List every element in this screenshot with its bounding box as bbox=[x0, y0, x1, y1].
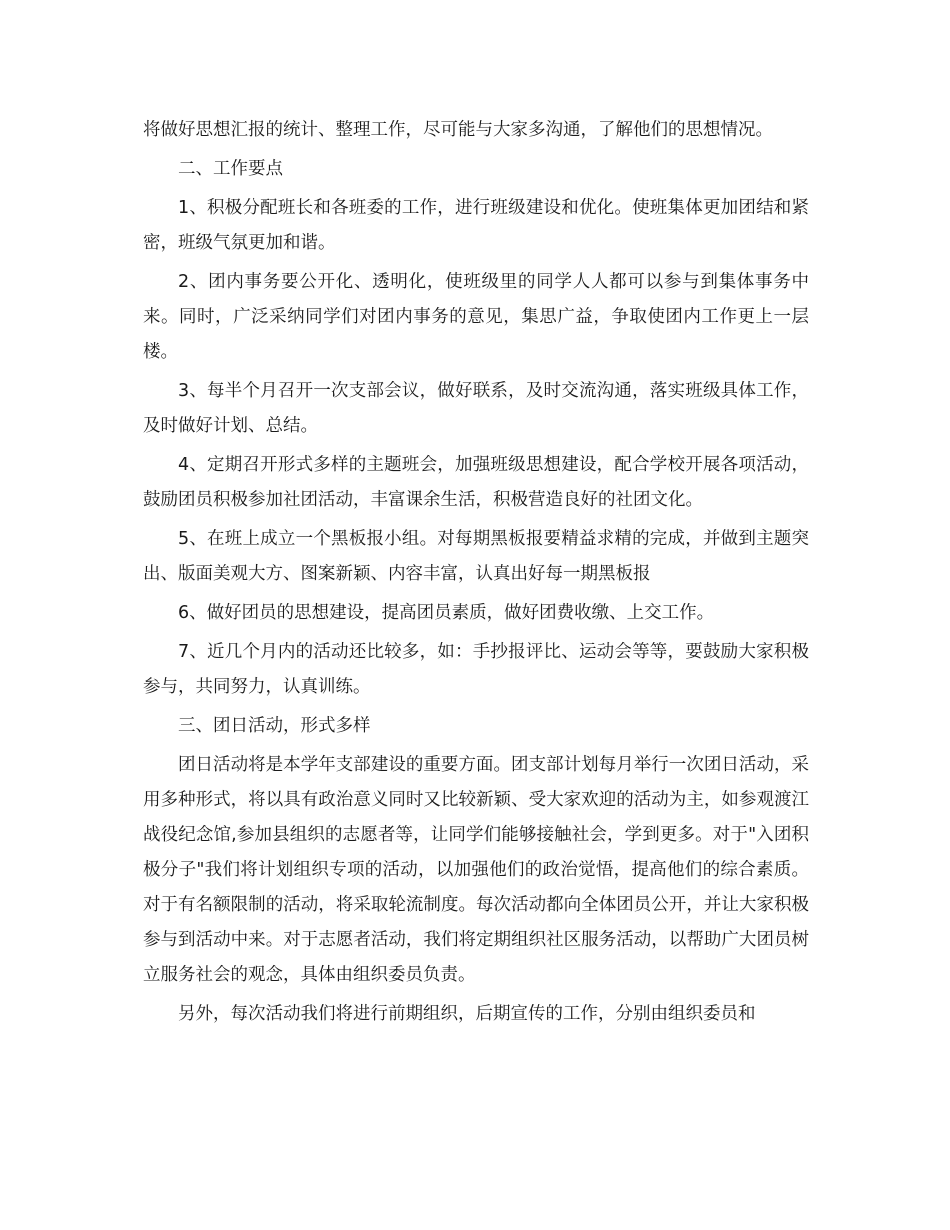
section-heading-work-points: 二、工作要点 bbox=[178, 159, 283, 179]
paragraph-item-4: 4、定期召开形式多样的主题班会，加强班级思想建设，配合学校开展各项活动，鼓励团员积极参加社团活动，丰富课余生活，积极营造良好的社团文化。 bbox=[143, 455, 809, 510]
paragraph-league-day-activities: 团日活动将是本学年支部建设的重要方面。团支部计划每月举行一次团日活动，采用多种形式，将以具有政治意义同时又比较新颖、受大家欢迎的活动为主，如参观渡江战役纪念馆,参加县组织的志愿者等，让同学们能够接触社会，学到更多。对于"入团积极分子"我们将计划组织专项的活动，以加强他们的政治觉悟，提高他们的综合素质。对于有名额限制的活动，将采取轮流制度。每次活动都向全体团员公开，并让大家积极参与到活动中来。对于志愿者活动，我们将定期组织社区服务活动，以帮助广大团员树立服务社会的观念，具体由组织委员负责。 bbox=[143, 755, 809, 985]
paragraph-item-2: 2、团内事务要公开化、透明化，使班级里的同学人人都可以参与到集体事务中来。同时，广泛采纳同学们对团内事务的意见，集思广益，争取使团内工作更上一层楼。 bbox=[143, 272, 809, 362]
paragraph-item-3: 3、每半个月召开一次支部会议，做好联系，及时交流沟通，落实班级具体工作，及时做好计划、总结。 bbox=[143, 381, 809, 436]
paragraph-continuation: 将做好思想汇报的统计、整理工作，尽可能与大家多沟通，了解他们的思想情况。 bbox=[143, 120, 773, 140]
paragraph-item-1: 1、积极分配班长和各班委的工作，进行班级建设和优化。使班集体更加团结和紧密，班级气氛更加和谐。 bbox=[143, 198, 809, 253]
paragraph-additional: 另外，每次活动我们将进行前期组织，后期宣传的工作，分别由组织委员和 bbox=[178, 1004, 756, 1024]
paragraph-item-7: 7、近几个月内的活动还比较多，如：手抄报评比、运动会等等，要鼓励大家积极参与，共同努力，认真训练。 bbox=[143, 642, 809, 697]
section-heading-league-activities: 三、团日活动，形式多样 bbox=[178, 716, 371, 736]
document-body bbox=[143, 113, 809, 1036]
paragraph-item-6: 6、做好团员的思想建设，提高团员素质，做好团费收缴、上交工作。 bbox=[178, 603, 715, 623]
paragraph-item-5: 5、在班上成立一个黑板报小组。对每期黑板报要精益求精的完成，并做到主题突出、版面美观大方、图案新颖、内容丰富，认真出好每一期黑板报 bbox=[143, 529, 809, 584]
